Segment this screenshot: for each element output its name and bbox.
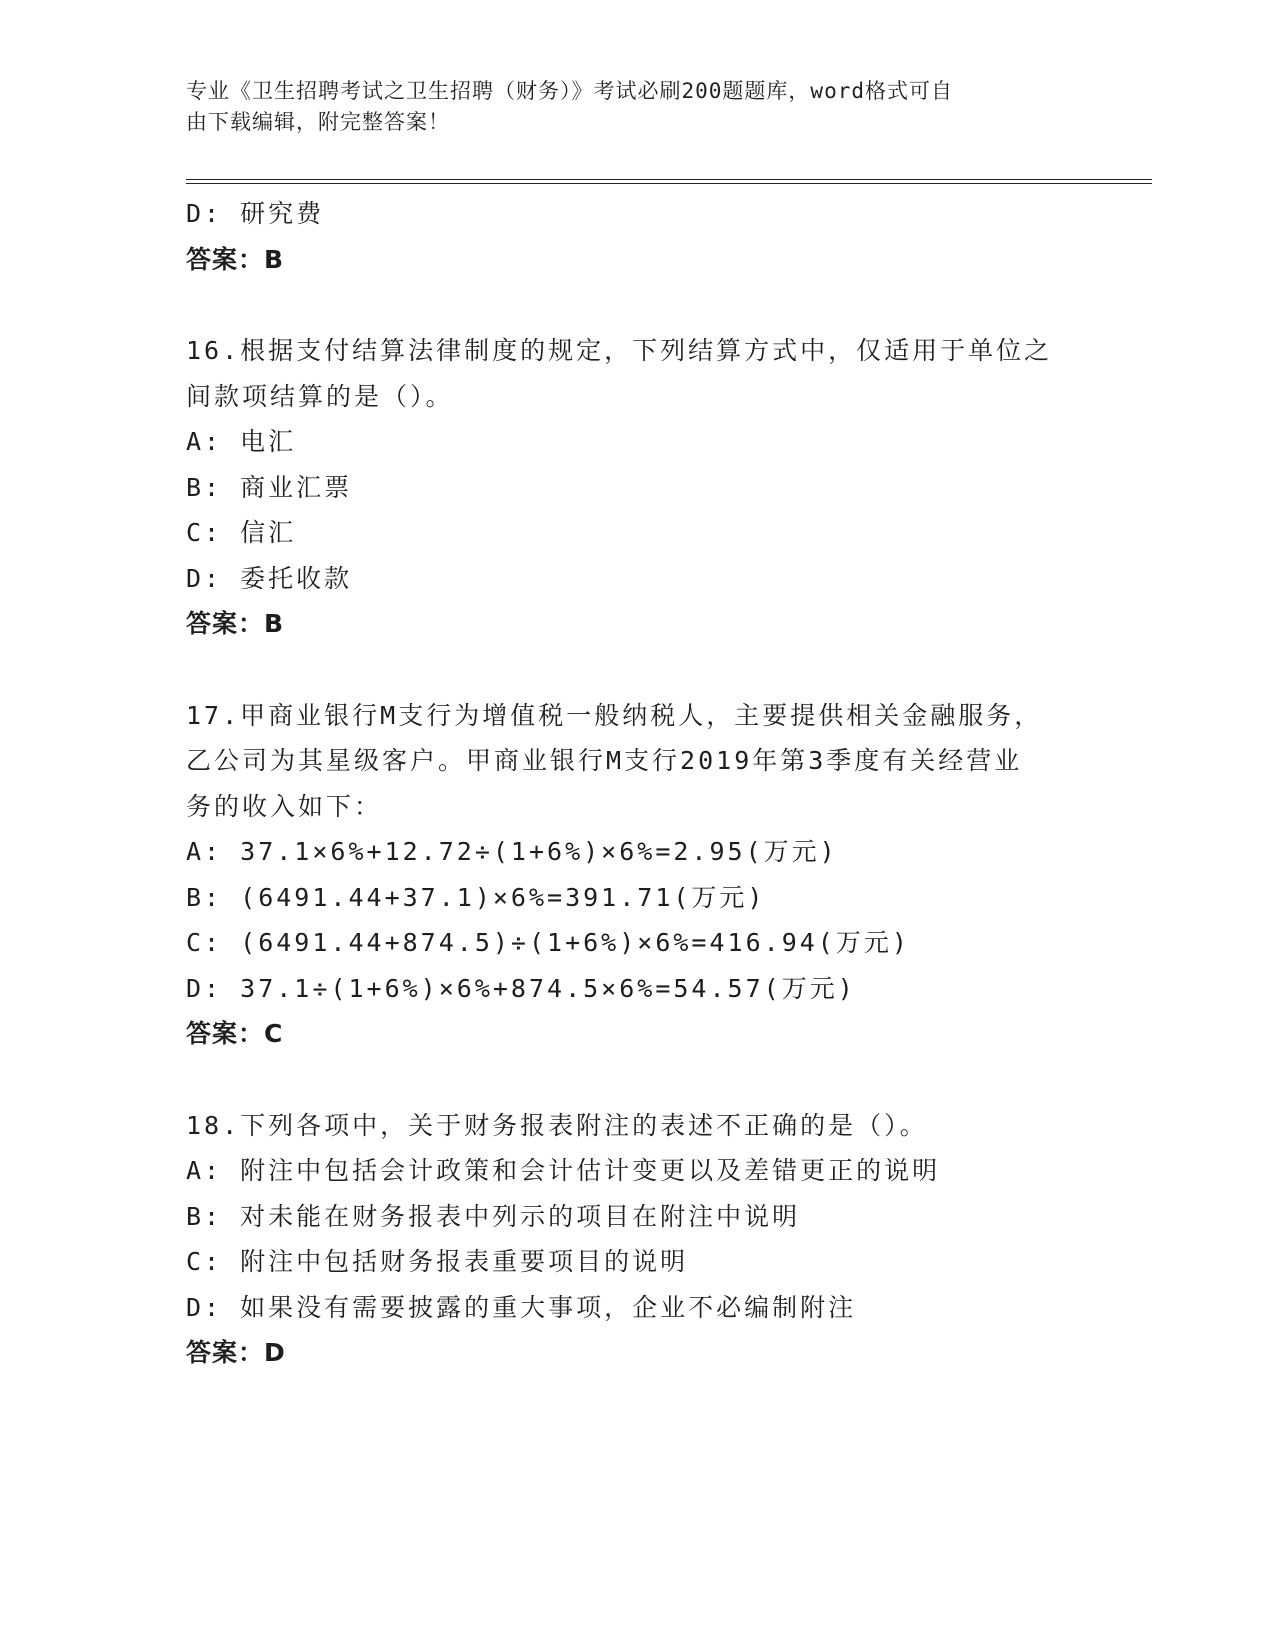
option-c: C: (6491.44+874.5)÷(1+6%)×6%=416.94(万元) — [186, 928, 910, 957]
question-16 — [186, 328, 1186, 647]
question-stem: 16.根据支付结算法律制度的规定，下列结算方式中，仅适用于单位之 — [186, 336, 1053, 365]
header-line-1: 专业《卫生招聘考试之卫生招聘（财务）》考试必刷200题题库，word格式可自 — [186, 79, 953, 103]
question-stem: 间款项结算的是（）。 — [186, 381, 454, 411]
answer: 答案：C — [186, 1019, 284, 1048]
option-b: B: 商业汇票 — [186, 472, 353, 502]
option-b: B: 对未能在财务报表中列示的项目在附注中说明 — [186, 1201, 801, 1231]
header-line-2: 由下载编辑，附完整答案！ — [186, 110, 450, 134]
option-a: A: 电汇 — [186, 427, 297, 456]
option-a: A: 37.1×6%+12.72÷(1+6%)×6%=2.95(万元) — [186, 837, 838, 866]
header-divider-bottom — [186, 183, 1152, 184]
option-b: B: (6491.44+37.1)×6%=391.71(万元) — [186, 882, 766, 912]
question-15-tail — [186, 191, 1186, 282]
option-c: C: 信汇 — [186, 518, 297, 547]
option-d: D: 37.1÷(1+6%)×6%+874.5×6%=54.57(万元) — [186, 973, 856, 1003]
spacer — [186, 647, 1186, 693]
header-divider-top — [186, 179, 1152, 180]
question-stem: 乙公司为其星级客户。甲商业银行M支行2019年第3季度有关经营业 — [186, 746, 1023, 775]
question-stem: 务的收入如下： — [186, 791, 383, 821]
page-header — [186, 76, 1066, 138]
question-stem: 18.下列各项中，关于财务报表附注的表述不正确的是（）。 — [186, 1110, 928, 1140]
option-d: D: 如果没有需要披露的重大事项，企业不必编制附注 — [186, 1292, 857, 1322]
option-a: A: 附注中包括会计政策和会计估计变更以及差错更正的说明 — [186, 1156, 941, 1185]
answer: 答案：B — [186, 609, 285, 638]
spacer — [186, 1057, 1186, 1103]
answer: 答案：B — [186, 244, 285, 274]
question-17 — [186, 693, 1186, 1057]
question-stem: 17.甲商业银行M支行为增值税一般纳税人，主要提供相关金融服务， — [186, 700, 1043, 730]
question-list — [186, 191, 1186, 1376]
answer: 答案：D — [186, 1338, 286, 1367]
question-18 — [186, 1103, 1186, 1376]
spacer — [186, 282, 1186, 328]
option-d: D: 委托收款 — [186, 563, 353, 593]
option-d: D: 研究费 — [186, 199, 325, 228]
option-c: C: 附注中包括财务报表重要项目的说明 — [186, 1247, 689, 1276]
